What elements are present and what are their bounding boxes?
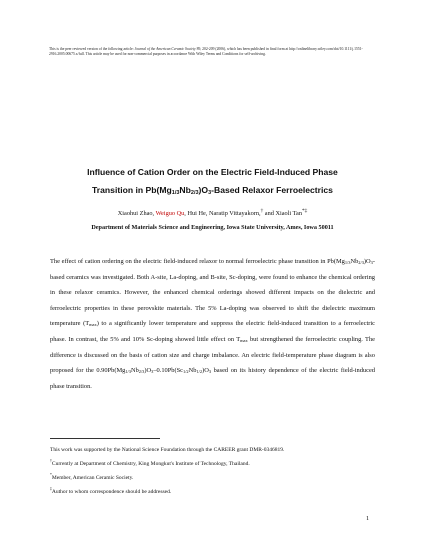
title-line-1: Influence of Cation Order on the Electric Field-Induced Phase [87, 167, 338, 177]
footnote-funding: This work was supported by the National Science Foundation through the CAREER grant DMR-0346819. [50, 447, 285, 453]
author-list: Xiaohui Zhao, Weiguo Qu, Hui He, Naratip Vittayakorn,† and Xiaoli Tan*‡ [117, 208, 308, 218]
notice-suffix: 89, 202-209 (2006), which has been published in final form at http://onlinelibrary.wiley.com/doi/10.1111/j.1551-2916.2005.00675.x/full. This article may be used for non-commercial purposes in accordance With Wiley Terms and Conditions for self-archiving. [49, 47, 363, 57]
footnote-member: *Member, American Ceramic Society. [50, 473, 134, 481]
paper-title [40, 163, 385, 199]
abstract: The effect of cation ordering on the electric field-induced relaxor to normal ferroelectric phase transition in $Pb(Mg_{1/3}Nb_{2/3})O_3$-based ceramics was investigated. Both A-site, La-doping, and B-site, Sc-doping, were found to enhance the chemical ordering in these relaxor ceramics. However, the enhanced chemical orderings showed different impacts on the dielectric and ferroelectric properties in these perovskite materials. The 5% La-doping was observed to shift the dielectric maximum temperature $(T_{max})$ to a significantly lower temperature and suppress the electric field-induced transition to a ferroelectric phase. In contrast, the 5% and 10% Sc-doping showed little effect on $T_{max}$ but strengthened the ferroelectric coupling. The difference is discussed on the basis of cation size and charge imbalance. An electric field-temperature phase diagram is also proposed for the $0.90Pb(Mg_{1/3}Nb_{2/3})O_3-0.10Pb(Sc_{1/2}Nb_{1/2})O_3$ based on its history dependence of the electric field-induced phase transition. [50, 258, 375, 390]
page-number: 1 [366, 515, 370, 522]
publication-notice [49, 47, 379, 58]
highlighted-author: Weiguo Qu [155, 210, 185, 218]
footnote-current-address: †Currently at Department of Chemistry, King Mongkut's Institute of Technology, Thailand. [50, 459, 250, 467]
title-line-2: Transition in $Pb(Mg_{1/3}Nb_{2/3})O_3$-Based Relaxor Ferroelectrics [92, 185, 333, 196]
notice-journal: Journal of the American Ceramic Society [134, 47, 196, 51]
affiliation: Department of Materials Science and Engineering, Iowa State University, Ames, Iowa 50011 [91, 224, 334, 231]
notice-prefix: This is the peer reviewed version of the following article: [49, 47, 135, 51]
footnote-correspondence: ‡Author to whom correspondence should be addressed. [50, 487, 172, 495]
footnote-divider [50, 438, 160, 439]
